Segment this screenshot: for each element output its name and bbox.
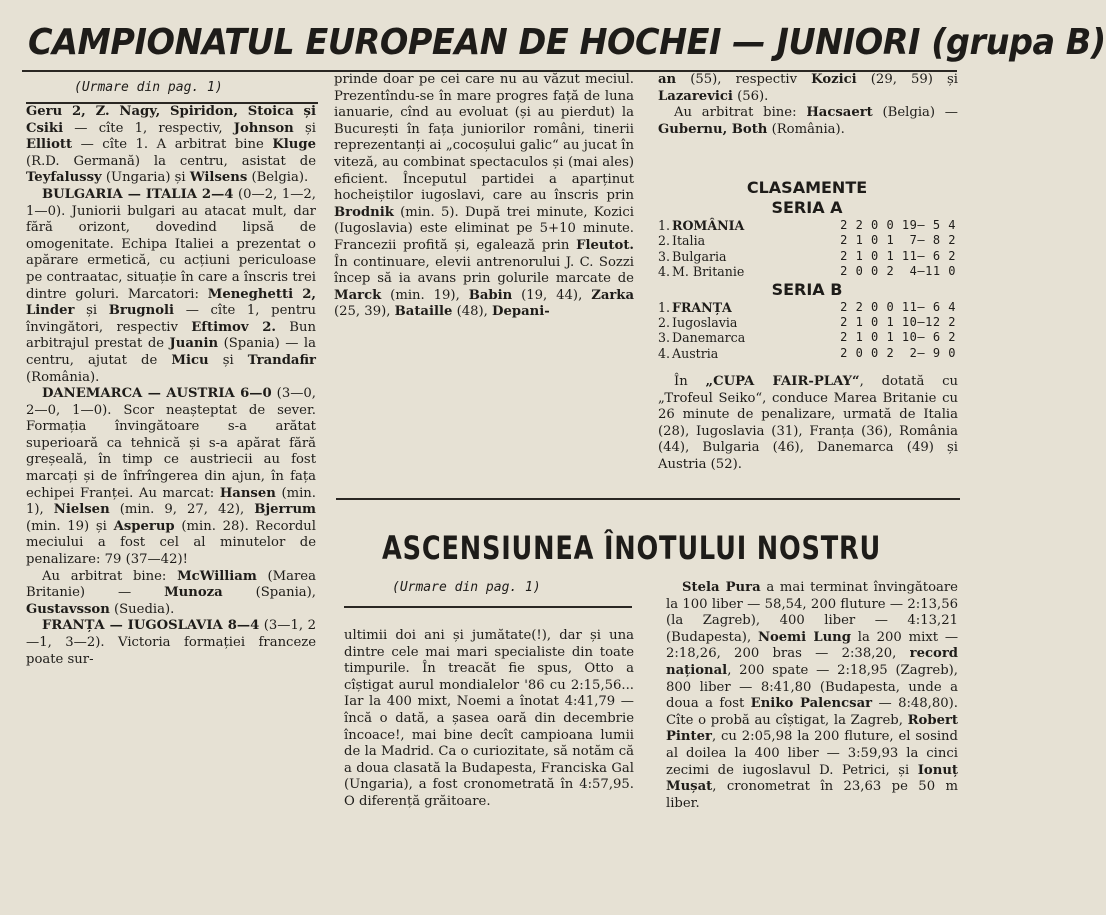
text-run: Hacsaert xyxy=(806,105,873,121)
team-position: 3. xyxy=(658,248,671,264)
text-run: FRANȚA — IUGOSLAVIA 8—4 xyxy=(42,618,260,634)
standings-series-b xyxy=(658,280,956,362)
team-stats: 2 2 0 0 11— 6 4 xyxy=(840,299,956,314)
article-headline: CAMPIONATUL EUROPEAN DE HOCHEI — JUNIORI (grupa B) xyxy=(28,22,1106,63)
text-run: (Belgia). xyxy=(247,170,309,186)
team-name: ROMÂNIA xyxy=(672,218,745,233)
text-run: , 200 spate — 2:18,95 (Zagreb), 800 liber — 8:41,80 (Budapesta, unde a doua a fost xyxy=(666,662,958,712)
standings-row xyxy=(658,330,956,345)
text-run: (România). xyxy=(26,369,100,385)
text-run: și xyxy=(74,303,109,319)
text-run: (55), respectiv xyxy=(676,72,812,87)
team-position: 2. xyxy=(658,315,671,331)
team-stats: 2 0 0 2 4—11 0 xyxy=(840,264,956,279)
text-run: (R.D. Germană) la centru, asistat de xyxy=(26,153,316,169)
col1-paragraph xyxy=(26,187,316,386)
text-run: a mai terminat învingătoare la 100 liber — 58,54, 200 fluture — 2:13,56 (la Zagreb), 400 liber — 4:13,21 (Budapesta), xyxy=(666,580,958,645)
series-a-table xyxy=(658,218,956,280)
text-run: Gubernu, Both xyxy=(658,121,768,137)
text-run: Brugnoli xyxy=(108,303,175,319)
text-run: Micu xyxy=(171,352,209,368)
text-run: an xyxy=(658,72,677,87)
standings-row xyxy=(658,233,956,248)
text-run: (min. 19), xyxy=(381,287,469,303)
text-run: prinde doar pe cei care nu au văzut meciul. Prezentîndu-se în mare progres față de luna ianuarie, cînd au evoluat (și au pierdut) la București în fața juniorilor români, tinerii reprezentanți ai „cocoșului galic“ au jucat în viteză, au combinat spectaculos și (mai ales) eficient. Începutul partidei a aparținut hocheiștilor iugoslavi, care au înscris prin xyxy=(334,72,634,204)
col1-paragraph xyxy=(26,618,316,668)
text-run: (Ungaria) și xyxy=(101,170,190,186)
series-b-table xyxy=(658,300,956,362)
standings-row xyxy=(658,218,956,233)
text-run: (min. 19) și xyxy=(26,518,114,534)
team-name: Bulgaria xyxy=(672,248,727,264)
text-run: „CUPA FAIR-PLAY“ xyxy=(705,374,860,389)
text-run: și xyxy=(208,352,248,368)
text-run: Depani- xyxy=(492,304,550,320)
text-run: (3—1, 2—1, 3—2). Victoria formației franceze poate sur- xyxy=(26,618,316,667)
continued-note-left: (Urmare din pag. 1) xyxy=(74,80,223,95)
text-run: și xyxy=(293,120,316,136)
team-stats: 2 1 0 1 10—12 2 xyxy=(840,315,956,330)
text-run: Nielsen xyxy=(53,502,110,518)
text-run: (56). xyxy=(732,88,769,104)
team-name: Danemarca xyxy=(672,330,746,346)
text-run: — cîte 1, pentru învingători, respectiv xyxy=(26,303,316,335)
text-run: (48), xyxy=(452,304,493,320)
text-run: (29, 59) și xyxy=(856,72,958,87)
text-run: Teyfalussy xyxy=(26,170,102,186)
text-run: DANEMARCA — AUSTRIA 6—0 xyxy=(42,386,272,402)
text-run: (min. 1), xyxy=(26,485,316,518)
text-run: (25, 39), xyxy=(334,304,395,320)
text-run: Hansen xyxy=(219,485,276,501)
team-stats: 2 1 0 1 7— 8 2 xyxy=(840,233,956,248)
text-run: (Marea Britanie) — xyxy=(26,568,316,601)
team-name: Italia xyxy=(672,233,706,249)
text-run: Juanin xyxy=(169,336,219,352)
text-run: Kluge xyxy=(272,137,316,153)
text-run: Marck xyxy=(334,287,382,303)
text-run: (Spania), xyxy=(222,585,317,601)
fairplay-paragraph xyxy=(658,374,958,474)
text-run: — cîte 1, respectiv, xyxy=(63,120,234,136)
text-run: Johnson xyxy=(233,120,294,136)
text-run: — 8:48,80). Cîte o probă au cîștigat, la Zagreb, xyxy=(666,696,958,728)
text-run: Elliott xyxy=(26,137,73,153)
text-run: (Belgia) — xyxy=(872,105,958,121)
text-run: — cîte 1. A arbitrat bine xyxy=(72,137,273,153)
standings-row xyxy=(658,346,956,361)
text-run: (0—2, 1—2, 1—0). Juniorii bulgari au atacat mult, dar fără orizont, dovedind lipsă de omogenitate. Echipa Italiei a prezentat o apărare ermetică, cu acțiuni periculoase pe contraatac, situație în care a înscris trei dintre goluri. Marcatori: xyxy=(26,186,316,302)
text-run: În continuare, elevii antrenorului J. C. Sozzi încep să ia avans prin golurile marcate de xyxy=(334,254,634,287)
text-run: Brodnik xyxy=(334,204,394,220)
text-run: Robert Pinter xyxy=(666,712,958,745)
text-run: Au arbitrat bine: xyxy=(42,568,178,584)
section-divider xyxy=(336,498,960,500)
col1-paragraph xyxy=(26,104,316,187)
text-run: (Spania) — la centru, ajutat de xyxy=(26,336,316,368)
team-name: Austria xyxy=(672,345,719,361)
text-run: Gustavsson xyxy=(26,601,110,617)
text-run: (România). xyxy=(767,121,845,137)
col-swim-1 xyxy=(344,628,634,908)
col1-paragraph xyxy=(26,386,316,569)
text-run: Trandafir xyxy=(247,352,317,368)
col-swim-2 xyxy=(666,580,958,910)
text-run: Bun arbitrajul prestat de xyxy=(26,319,316,352)
text-run: record național xyxy=(666,646,958,678)
continued-note-right: (Urmare din pag. 1) xyxy=(392,580,541,595)
col-hockey-3 xyxy=(658,72,958,172)
text-run: (19, 44), xyxy=(512,287,592,303)
team-position: 1. xyxy=(658,299,671,315)
team-name: FRANȚA xyxy=(672,299,732,315)
text-run: Au arbitrat bine: xyxy=(674,105,807,121)
text-run: Eniko Palencsar xyxy=(750,696,873,712)
text-run: (min. 9, 27, 42), xyxy=(109,502,255,518)
text-run: , cronometrat în 23,63 pe 50 m liber. xyxy=(666,779,958,811)
text-run: Zarka xyxy=(591,287,634,303)
swim2-paragraph xyxy=(666,580,958,812)
standings-box xyxy=(658,178,956,373)
col3-paragraph xyxy=(658,72,958,105)
text-run: (min. 28). Recordul meciului a fost cel al minutelor de penalizare: 79 (37—42)! xyxy=(26,518,316,568)
team-name: Iugoslavia xyxy=(672,315,738,331)
text-run: Noemi Lung xyxy=(757,629,851,645)
team-stats: 2 2 0 0 19— 5 4 xyxy=(840,218,956,232)
team-stats: 2 1 0 1 10— 6 2 xyxy=(840,330,956,345)
text-run: Ionuț Mușat xyxy=(666,762,958,795)
swim1-paragraph xyxy=(344,628,634,811)
text-run: Bjerrum xyxy=(254,502,316,518)
text-run: (min. 5). După trei minute, Kozici (Iugoslavia) este eliminat pe 5+10 minute. Francezii profită și, egalează prin xyxy=(334,204,634,253)
col-hockey-2 xyxy=(334,72,634,482)
text-run: (3—0, 2—0, 1—0). Scor neașteptat de sever. Formația învingătoare s-a arătat superioară ca tehnică și s-a apărat fără greșeală, în timp ce austriecii au fost marcați și de înfrîngerea din ajun, în fața echipei Franței. Au marcat: xyxy=(26,386,316,501)
standings-row xyxy=(658,264,956,279)
team-position: 4. xyxy=(658,345,671,361)
text-run: McWilliam xyxy=(177,568,257,584)
team-position: 4. xyxy=(658,264,671,280)
team-stats: 2 0 0 2 2— 9 0 xyxy=(840,345,956,360)
team-position: 2. xyxy=(658,233,671,249)
text-run: Geru 2, Z. Nagy, Spiridon, Stoica și Csiki xyxy=(26,104,316,136)
fairplay-paragraph xyxy=(658,374,958,484)
text-run: , cu 2:05,98 la 200 fluture, el sosind al doilea la 400 liber — 3:59,93 la cinci zecimi de iugoslavul D. Petrici, și xyxy=(666,729,958,778)
team-position: 1. xyxy=(658,218,671,233)
col2-paragraph xyxy=(334,72,634,321)
standings-row xyxy=(658,315,956,330)
text-run: Fleutot. xyxy=(576,237,634,253)
standings-row xyxy=(658,300,956,315)
text-run: Kozici xyxy=(811,72,857,87)
text-run: Bataille xyxy=(394,304,453,320)
series-b-title: SERIA B xyxy=(771,279,843,299)
standings-title: CLASAMENTE xyxy=(746,178,868,197)
standings-row xyxy=(658,249,956,264)
team-position: 3. xyxy=(658,330,671,346)
text-run: (Suedia). xyxy=(109,601,175,617)
col1-paragraph xyxy=(26,569,316,619)
team-stats: 2 1 0 1 11— 6 2 xyxy=(840,248,956,263)
text-run: Babin xyxy=(468,287,513,303)
series-a-title: SERIA A xyxy=(771,198,843,217)
col-hockey-1 xyxy=(26,104,316,904)
text-run: Munoza xyxy=(164,585,223,601)
text-run: , dotată cu „Trofeul Seiko“, conduce Marea Britanie cu 26 minute de penalizare, urmată de Italia (28), Iugoslavia (31), Franța (36), România (44), Bulgaria (46), Danemarca (49) și Austria (52). xyxy=(658,374,958,472)
text-run: Wilsens xyxy=(189,170,248,186)
text-run: ultimii doi ani și jumătate(!), dar și una dintre cele mai mari specialiste din toate timpurile. În treacăt fie spus, Otto a cîștigat aurul mondialelor '86 cu 2:15,56... Iar la 400 mixt, Noemi a înotat 4:41,79 — încă o dată, a șasea oară din decembrie încoace!, mai bine decît campioana lumii de la Madrid. Ca o curiozitate, să notăm că a doua clasată la Budapesta, Franciska Gal (Ungaria), a fost cronometrată în 4:57,95. O diferență grăitoare. xyxy=(344,628,634,809)
col3-paragraph xyxy=(658,105,958,138)
text-run: Asperup xyxy=(113,518,175,534)
swim-headline: ASCENSIUNEA ÎNOTULUI NOSTRU xyxy=(382,529,882,567)
text-run: Stela Pura xyxy=(682,580,761,595)
text-run: BULGARIA — ITALIA 2—4 xyxy=(42,186,234,202)
text-run: Lazarevici xyxy=(658,88,733,104)
standings-series-a xyxy=(658,198,956,280)
text-run: Eftimov 2. xyxy=(191,319,276,335)
text-run: În xyxy=(674,374,706,389)
swim-col-rule xyxy=(344,606,632,608)
team-name: M. Britanie xyxy=(672,264,745,280)
text-run: la 200 mixt — 2:18,26, 200 bras — 2:38,20, xyxy=(666,629,959,662)
text-run: Meneghetti 2, Linder xyxy=(26,286,316,319)
